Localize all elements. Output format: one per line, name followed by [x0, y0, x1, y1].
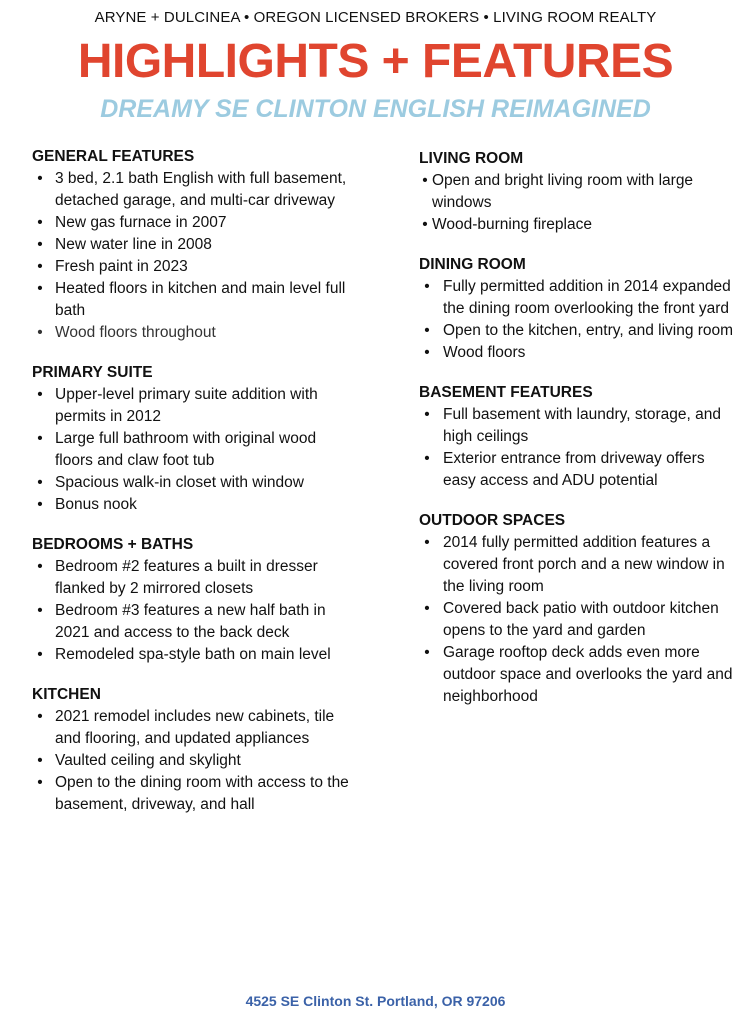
list-item-text: Spacious walk-in closet with window — [55, 474, 304, 491]
bullet-icon: • — [422, 172, 428, 189]
list-item-text: Open and bright living room with large windows — [432, 172, 694, 211]
list-item — [32, 772, 352, 816]
bullet-icon: • — [37, 474, 43, 491]
section-dining-room — [419, 254, 739, 364]
bullet-icon: • — [37, 280, 43, 297]
bullet-icon: • — [37, 752, 43, 769]
list-item — [32, 472, 352, 494]
list-item-text: 2014 fully permitted addition features a covered front porch and a new window in the living room — [443, 534, 725, 595]
bullet-icon: • — [424, 406, 430, 423]
bullet-icon: • — [37, 324, 43, 341]
list-item — [32, 278, 352, 322]
list-item-text: New gas furnace in 2007 — [55, 214, 227, 231]
section-heading: LIVING ROOM — [419, 150, 524, 167]
bullet-icon: • — [37, 602, 43, 619]
bullet-icon: • — [422, 216, 428, 233]
list-item-text: Wood floors — [443, 344, 526, 361]
bullet-icon: • — [37, 214, 43, 231]
feature-list — [419, 532, 739, 708]
list-item — [419, 642, 739, 708]
list-item-text: Wood floors throughout — [55, 324, 216, 341]
feature-list — [32, 706, 352, 816]
list-item — [32, 384, 352, 428]
bullet-icon: • — [37, 708, 43, 725]
list-item — [32, 556, 352, 600]
list-item-text: Heated floors in kitchen and main level full bath — [55, 280, 346, 319]
bullet-icon: • — [424, 344, 430, 361]
section-outdoor-spaces — [419, 510, 739, 708]
list-item-text: Remodeled spa-style bath on main level — [55, 646, 331, 663]
list-item — [32, 750, 352, 772]
list-item-text: Wood-burning fireplace — [432, 216, 592, 233]
section-general-features — [32, 146, 352, 344]
section-living-room — [419, 148, 739, 236]
list-item-text: Vaulted ceiling and skylight — [55, 752, 241, 769]
bullet-icon: • — [424, 600, 430, 617]
list-item-text: 3 bed, 2.1 bath English with full basement, detached garage, and multi-car driveway — [55, 170, 347, 209]
feature-list — [419, 276, 739, 364]
bullet-icon: • — [37, 646, 43, 663]
right-column — [419, 148, 739, 726]
list-item — [32, 600, 352, 644]
list-item — [32, 212, 352, 234]
feature-list — [419, 404, 739, 492]
list-item-text: Bedroom #2 features a built in dresser flanked by 2 mirrored closets — [55, 558, 318, 597]
list-item — [32, 494, 352, 516]
bullet-icon: • — [424, 322, 430, 339]
section-heading: DINING ROOM — [419, 256, 526, 273]
list-item — [32, 234, 352, 256]
list-item — [32, 322, 352, 344]
list-item-text: Upper-level primary suite addition with permits in 2012 — [55, 386, 318, 425]
list-item-text: Covered back patio with outdoor kitchen opens to the yard and garden — [443, 600, 719, 639]
list-item — [419, 320, 739, 342]
list-item-text: Bedroom #3 features a new half bath in 2021 and access to the back deck — [55, 602, 326, 641]
section-basement-features — [419, 382, 739, 492]
feature-list — [32, 168, 352, 344]
section-kitchen — [32, 684, 352, 816]
feature-list — [32, 384, 352, 516]
section-heading: BASEMENT FEATURES — [419, 384, 593, 401]
page-subtitle: DREAMY SE CLINTON ENGLISH REIMAGINED — [100, 95, 651, 123]
feature-list — [32, 556, 352, 666]
list-item-text: New water line in 2008 — [55, 236, 212, 253]
bullet-icon: • — [424, 450, 430, 467]
bullet-icon: • — [424, 534, 430, 551]
list-item — [419, 276, 739, 320]
list-item-text: Garage rooftop deck adds even more outdoor space and overlooks the yard and neighborhood — [443, 644, 733, 705]
section-heading: OUTDOOR SPACES — [419, 512, 566, 529]
section-heading: GENERAL FEATURES — [32, 148, 195, 165]
list-item — [419, 170, 739, 214]
list-item — [419, 598, 739, 642]
bullet-icon: • — [37, 496, 43, 513]
list-item-text: Bonus nook — [55, 496, 137, 513]
bullet-icon: • — [424, 644, 430, 661]
list-item-text: Open to the kitchen, entry, and living room — [443, 322, 734, 339]
bullet-icon: • — [37, 774, 43, 791]
section-heading: PRIMARY SUITE — [32, 364, 153, 381]
list-item — [32, 706, 352, 750]
bullet-icon: • — [37, 170, 43, 187]
list-item — [419, 448, 739, 492]
list-item — [419, 342, 739, 364]
list-item-text: Full basement with laundry, storage, and high ceilings — [443, 406, 722, 445]
bullet-icon: • — [37, 558, 43, 575]
section-primary-suite — [32, 362, 352, 516]
list-item — [32, 256, 352, 278]
list-item — [419, 532, 739, 598]
section-heading: KITCHEN — [32, 686, 101, 703]
broker-line: ARYNE + DULCINEA • OREGON LICENSED BROKERS • LIVING ROOM REALTY — [94, 9, 657, 26]
section-heading: BEDROOMS + BATHS — [32, 536, 194, 553]
list-item — [32, 644, 352, 666]
footer-address: 4525 SE Clinton St. Portland, OR 97206 — [245, 993, 506, 1009]
list-item — [32, 168, 352, 212]
left-column — [32, 146, 352, 834]
list-item-text: Exterior entrance from driveway offers easy access and ADU potential — [443, 450, 705, 489]
list-item-text: Large full bathroom with original wood floors and claw foot tub — [55, 430, 317, 469]
list-item — [419, 214, 739, 236]
bullet-icon: • — [424, 278, 430, 295]
list-item-text: Fully permitted addition in 2014 expanded the dining room overlooking the front yard — [443, 278, 731, 317]
bullet-icon: • — [37, 236, 43, 253]
bullet-icon: • — [37, 430, 43, 447]
list-item-text: Open to the dining room with access to the basement, driveway, and hall — [55, 774, 349, 813]
page-title: HIGHLIGHTS + FEATURES — [77, 35, 674, 88]
section-bedrooms-baths — [32, 534, 352, 666]
list-item — [32, 428, 352, 472]
list-item-text: 2021 remodel includes new cabinets, tile and flooring, and updated appliances — [55, 708, 335, 747]
list-item — [419, 404, 739, 448]
bullet-icon: • — [37, 386, 43, 403]
feature-list — [419, 170, 739, 236]
bullet-icon: • — [37, 258, 43, 275]
list-item-text: Fresh paint in 2023 — [55, 258, 188, 275]
